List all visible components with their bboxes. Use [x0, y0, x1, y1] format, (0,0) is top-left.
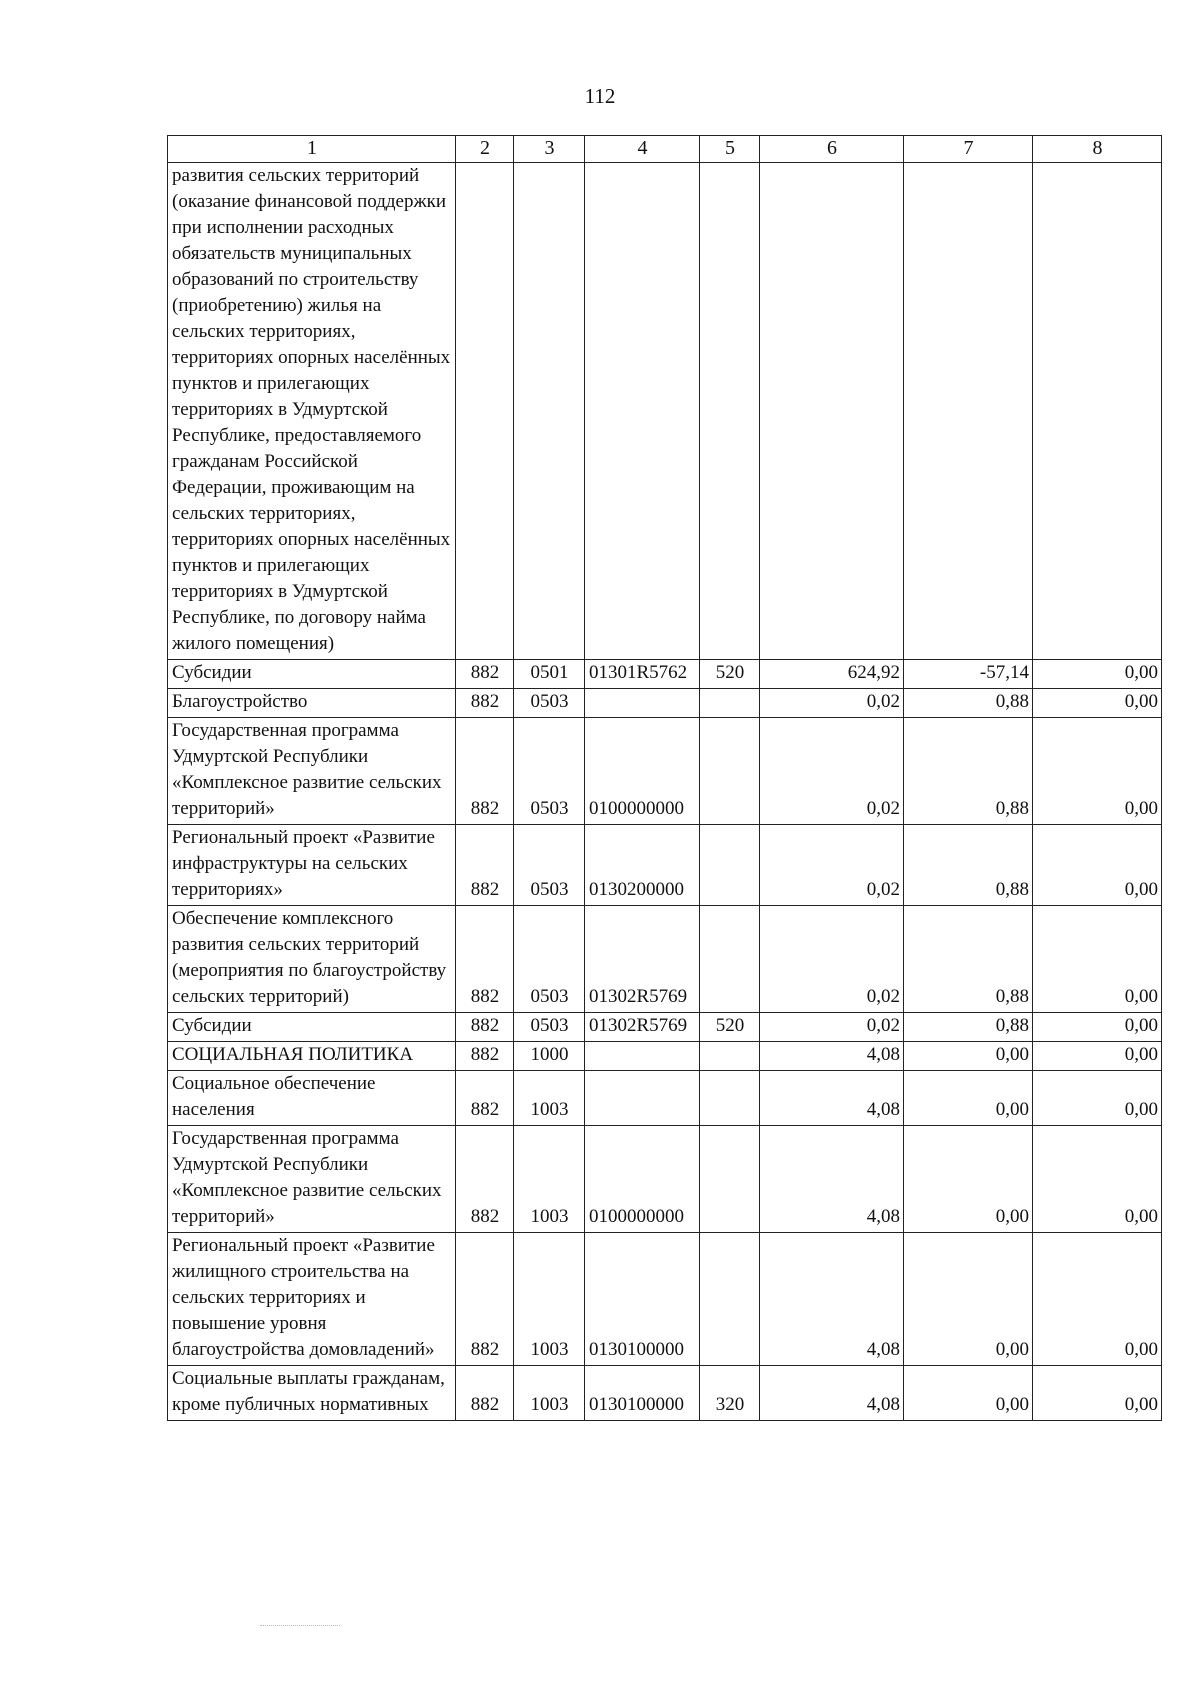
table-row	[168, 1013, 1162, 1042]
row-gov-code: 882	[456, 1042, 514, 1071]
row-expense-type	[700, 1233, 760, 1366]
scan-mark	[260, 1625, 340, 1627]
table-row	[168, 689, 1162, 718]
row-name: развития сельских территорий (оказание финансовой поддержки при исполнении расходных обязательств муниципальных образований по строительству (приобретению) жилья на сельских территориях, территориях опорных населённых пунктов и прилегающих территориях в Удмуртской Республике, предоставляемого гражданам Российской Федерации, проживающим на сельских территориях, территориях опорных населённых пунктов и прилегающих территориях в Удмуртской Республике, по договору найма жилого помещения)	[168, 163, 456, 660]
row-amount-8: 0,00	[1033, 660, 1162, 689]
row-name: Благоустройство	[168, 689, 456, 718]
row-section-code: 0501	[514, 660, 585, 689]
row-expense-type	[700, 1071, 760, 1126]
row-expense-type: 520	[700, 1013, 760, 1042]
row-name: Социальное обеспечение населения	[168, 1071, 456, 1126]
row-amount-7: 0,00	[904, 1233, 1033, 1366]
row-target-code	[585, 163, 700, 660]
table-header-row	[168, 136, 1162, 163]
row-amount-8: 0,00	[1033, 718, 1162, 825]
row-section-code: 1000	[514, 1042, 585, 1071]
row-amount-6: 0,02	[760, 825, 904, 906]
row-target-code: 01301R5762	[585, 660, 700, 689]
row-expense-type: 520	[700, 660, 760, 689]
row-target-code	[585, 689, 700, 718]
table-row	[168, 718, 1162, 825]
table-row	[168, 1071, 1162, 1126]
row-section-code	[514, 163, 585, 660]
row-amount-6	[760, 163, 904, 660]
row-name: Социальные выплаты гражданам, кроме публичных нормативных	[168, 1366, 456, 1421]
row-amount-8: 0,00	[1033, 1013, 1162, 1042]
row-gov-code: 882	[456, 906, 514, 1013]
row-amount-8: 0,00	[1033, 1233, 1162, 1366]
row-amount-7: 0,88	[904, 1013, 1033, 1042]
table-row	[168, 1042, 1162, 1071]
row-amount-7: 0,00	[904, 1366, 1033, 1421]
row-expense-type	[700, 718, 760, 825]
row-gov-code: 882	[456, 689, 514, 718]
row-amount-7: 0,88	[904, 718, 1033, 825]
row-gov-code: 882	[456, 1126, 514, 1233]
row-name: Государственная программа Удмуртской Республики «Комплексное развитие сельских территорий»	[168, 1126, 456, 1233]
row-amount-8: 0,00	[1033, 689, 1162, 718]
row-section-code: 1003	[514, 1233, 585, 1366]
row-section-code: 1003	[514, 1071, 585, 1126]
row-amount-8: 0,00	[1033, 1366, 1162, 1421]
row-amount-6: 624,92	[760, 660, 904, 689]
row-name: Региональный проект «Развитие инфраструктуры на сельских территориях»	[168, 825, 456, 906]
row-name: Субсидии	[168, 660, 456, 689]
row-target-code: 01302R5769	[585, 1013, 700, 1042]
row-target-code: 0130100000	[585, 1366, 700, 1421]
table-row	[168, 906, 1162, 1013]
row-name: Обеспечение комплексного развития сельских территорий (мероприятия по благоустройству сельских территорий)	[168, 906, 456, 1013]
row-amount-8	[1033, 163, 1162, 660]
budget-table	[167, 135, 1162, 1421]
column-header: 4	[585, 136, 700, 163]
row-expense-type	[700, 163, 760, 660]
row-amount-6: 4,08	[760, 1366, 904, 1421]
row-section-code: 1003	[514, 1126, 585, 1233]
row-amount-6: 4,08	[760, 1042, 904, 1071]
row-expense-type	[700, 825, 760, 906]
column-header: 1	[168, 136, 456, 163]
row-target-code: 0100000000	[585, 718, 700, 825]
table-row	[168, 1366, 1162, 1421]
column-header: 5	[700, 136, 760, 163]
row-expense-type: 320	[700, 1366, 760, 1421]
row-amount-7: 0,88	[904, 825, 1033, 906]
row-gov-code: 882	[456, 1071, 514, 1126]
row-section-code: 0503	[514, 825, 585, 906]
row-gov-code: 882	[456, 1366, 514, 1421]
table-row	[168, 660, 1162, 689]
row-gov-code: 882	[456, 1013, 514, 1042]
table-row	[168, 825, 1162, 906]
row-target-code	[585, 1071, 700, 1126]
row-expense-type	[700, 1126, 760, 1233]
row-amount-6: 4,08	[760, 1126, 904, 1233]
row-target-code: 01302R5769	[585, 906, 700, 1013]
row-amount-8: 0,00	[1033, 1042, 1162, 1071]
row-target-code	[585, 1042, 700, 1071]
row-section-code: 0503	[514, 1013, 585, 1042]
row-amount-6: 0,02	[760, 1013, 904, 1042]
column-header: 2	[456, 136, 514, 163]
row-expense-type	[700, 689, 760, 718]
row-amount-8: 0,00	[1033, 906, 1162, 1013]
row-amount-7: 0,88	[904, 906, 1033, 1013]
row-gov-code: 882	[456, 718, 514, 825]
row-target-code: 0100000000	[585, 1126, 700, 1233]
row-amount-6: 0,02	[760, 689, 904, 718]
column-header: 6	[760, 136, 904, 163]
row-amount-7: -57,14	[904, 660, 1033, 689]
column-header: 7	[904, 136, 1033, 163]
row-amount-7: 0,88	[904, 689, 1033, 718]
row-amount-6: 4,08	[760, 1071, 904, 1126]
row-amount-6: 0,02	[760, 906, 904, 1013]
row-amount-7: 0,00	[904, 1071, 1033, 1126]
row-section-code: 0503	[514, 689, 585, 718]
row-amount-6: 4,08	[760, 1233, 904, 1366]
row-amount-8: 0,00	[1033, 1126, 1162, 1233]
page-number: 112	[584, 84, 616, 108]
row-amount-7: 0,00	[904, 1042, 1033, 1071]
row-name: СОЦИАЛЬНАЯ ПОЛИТИКА	[168, 1042, 456, 1071]
row-gov-code: 882	[456, 825, 514, 906]
row-amount-8: 0,00	[1033, 1071, 1162, 1126]
row-gov-code: 882	[456, 660, 514, 689]
row-amount-8: 0,00	[1033, 825, 1162, 906]
row-name: Региональный проект «Развитие жилищного строительства на сельских территориях и повышение уровня благоустройства домовладений»	[168, 1233, 456, 1366]
column-header: 8	[1033, 136, 1162, 163]
row-amount-6: 0,02	[760, 718, 904, 825]
row-amount-7	[904, 163, 1033, 660]
row-name: Государственная программа Удмуртской Республики «Комплексное развитие сельских территорий»	[168, 718, 456, 825]
row-section-code: 1003	[514, 1366, 585, 1421]
row-target-code: 0130100000	[585, 1233, 700, 1366]
row-name: Субсидии	[168, 1013, 456, 1042]
table-row	[168, 163, 1162, 660]
row-expense-type	[700, 906, 760, 1013]
row-gov-code: 882	[456, 1233, 514, 1366]
table-row	[168, 1233, 1162, 1366]
row-section-code: 0503	[514, 906, 585, 1013]
row-gov-code	[456, 163, 514, 660]
column-header: 3	[514, 136, 585, 163]
row-target-code: 0130200000	[585, 825, 700, 906]
row-amount-7: 0,00	[904, 1126, 1033, 1233]
row-section-code: 0503	[514, 718, 585, 825]
row-expense-type	[700, 1042, 760, 1071]
table-row	[168, 1126, 1162, 1233]
